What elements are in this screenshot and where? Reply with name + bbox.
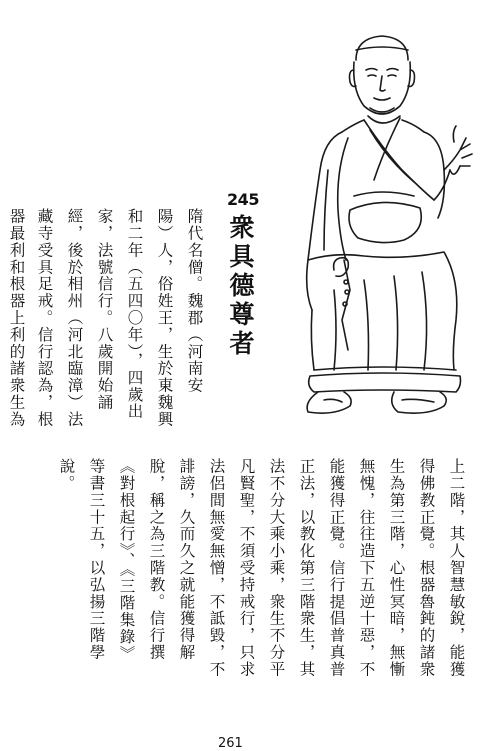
text-column: 法侶間無愛無憎，不詆毀，不 xyxy=(207,458,226,678)
text-column: 《對根起行》、《三階集錄》 xyxy=(117,458,136,663)
text-column: 誹謗，久而久之就能獲得解 xyxy=(177,458,196,661)
text-column: 隋代名僧。魏郡（河南安 xyxy=(185,208,204,394)
text-column: 能獲得正覺。信行提倡普真普 xyxy=(327,458,346,678)
entry-number: 245 xyxy=(227,190,259,209)
text-column: 和二年（五四〇年），四歲出 xyxy=(125,208,144,420)
text-column: 說。 xyxy=(57,458,76,492)
text-column: 器最利和根器上利的諸衆生為 xyxy=(7,208,26,428)
text-column: 家，法號信行。八歲開始誦 xyxy=(95,208,114,411)
text-column: 生為第三階，心性冥暗，無慚 xyxy=(387,458,406,678)
text-column: 凡賢聖，不須受持戒行，只求 xyxy=(237,458,256,678)
text-column: 正法，以教化第三階衆生，其 xyxy=(297,458,316,678)
text-column: 脫，稱之為三階教。信行撰 xyxy=(147,458,166,661)
text-column: 等書三十五，以弘揚三階學 xyxy=(87,458,106,661)
page-number: 261 xyxy=(218,736,243,751)
text-column: 法不分大乘小乘，衆生不分平 xyxy=(267,458,286,678)
text-column: 藏寺受具足戒。信行認為，根 xyxy=(35,208,54,428)
text-column: 陽）人，俗姓王，生於東魏興 xyxy=(155,208,174,428)
text-column: 經，後於相州（河北臨漳）法 xyxy=(65,208,84,428)
entry-title: 衆具德尊者 xyxy=(226,214,255,359)
text-column: 無愧，往往造下五逆十惡，不 xyxy=(357,458,376,678)
seated-monk-illustration xyxy=(284,20,480,440)
text-column: 得佛教正覺。根器魯鈍的諸衆 xyxy=(417,458,436,678)
text-column: 上二階，其人智慧敏銳，能獲 xyxy=(447,458,466,678)
